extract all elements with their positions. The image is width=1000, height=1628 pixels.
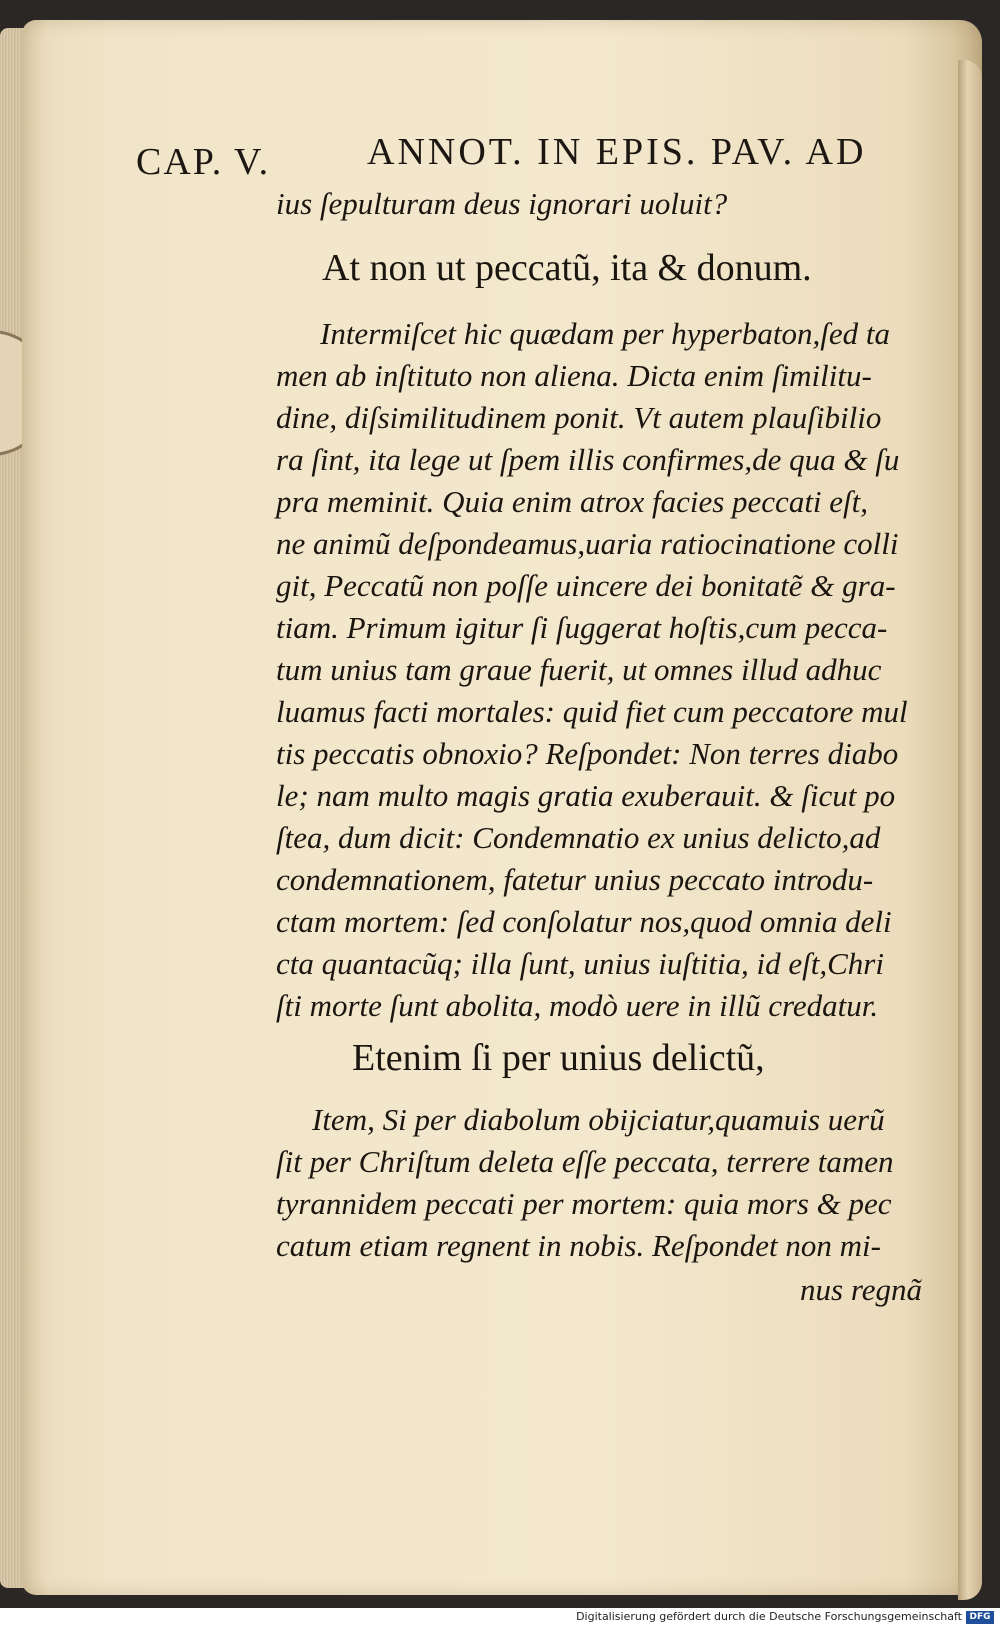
page-right-edge	[958, 60, 982, 1600]
text-line: tiam. Primum igitur ſi ſuggerat hoſtis,cum pecca-	[276, 610, 888, 645]
text-line: cta quantacũq; illa ſunt, unius iuſtitia, id eſt,Chri	[276, 946, 884, 981]
dfg-logo: DFG	[966, 1611, 994, 1624]
text-line: tyrannidem peccati per mortem: quia mors & pec	[276, 1186, 892, 1221]
text-line: le; nam multo magis gratia exuberauit. & ſicut po	[276, 778, 896, 813]
lemma-heading: Etenim ſi per unius delictũ,	[352, 1037, 765, 1079]
text-line: dine, diſsimilitudinem ponit. Vt autem plauſibilio	[276, 400, 882, 435]
text-line: tum unius tam graue fuerit, ut omnes illud adhuc	[276, 652, 882, 687]
text-line: git, Peccatũ non poſſe uincere dei bonitatẽ & gra-	[276, 568, 896, 603]
text-line: ius ſepulturam deus ignorari uoluit?	[276, 186, 728, 221]
text-line: luamus facti mortales: quid fiet cum peccatore mul	[276, 694, 908, 729]
chapter-heading: CAP. V.	[136, 141, 271, 183]
catchword: nus regnã	[800, 1272, 922, 1307]
text-line: ſtea, dum dicit: Condemnatio ex unius delicto,ad	[276, 820, 881, 855]
text-line: catum etiam regnent in nobis. Reſpondet non mi-	[276, 1228, 881, 1263]
text-line: men ab inſtituto non aliena. Dicta enim ſimilitu-	[276, 358, 872, 393]
footer-bar	[0, 1608, 1000, 1628]
text-line: pra meminit. Quia enim atrox facies peccati eſt,	[276, 484, 869, 519]
funding-credit: Digitalisierung gefördert durch die Deutsche Forschungsgemeinschaft	[576, 1610, 962, 1623]
lemma-heading: At non ut peccatũ, ita & donum.	[322, 247, 812, 289]
running-title: ANNOT. IN EPIS. PAV. AD	[367, 131, 867, 173]
text-line: tis peccatis obnoxio? Reſpondet: Non terres diabo	[276, 736, 899, 771]
text-line: Item, Si per diabolum obijciatur,quamuis uerũ	[312, 1102, 885, 1137]
text-line: ne animũ deſpondeamus,uaria ratiocinatione colli	[276, 526, 899, 561]
text-line: condemnationem, fatetur unius peccato introdu-	[276, 862, 874, 897]
text-line: Intermiſcet hic quædam per hyperbaton,ſed ta	[320, 316, 890, 351]
text-line: ſit per Chriſtum deleta eſſe peccata, terrere tamen	[276, 1144, 894, 1179]
page-header	[0, 130, 1000, 190]
text-line: ſti morte ſunt abolita, modò uere in illũ credatur.	[276, 988, 879, 1023]
text-line: ra ſint, ita lege ut ſpem illis confirmes,de qua & ſu	[276, 442, 900, 477]
text-line: ctam mortem: ſed conſolatur nos,quod omnia deli	[276, 904, 892, 939]
